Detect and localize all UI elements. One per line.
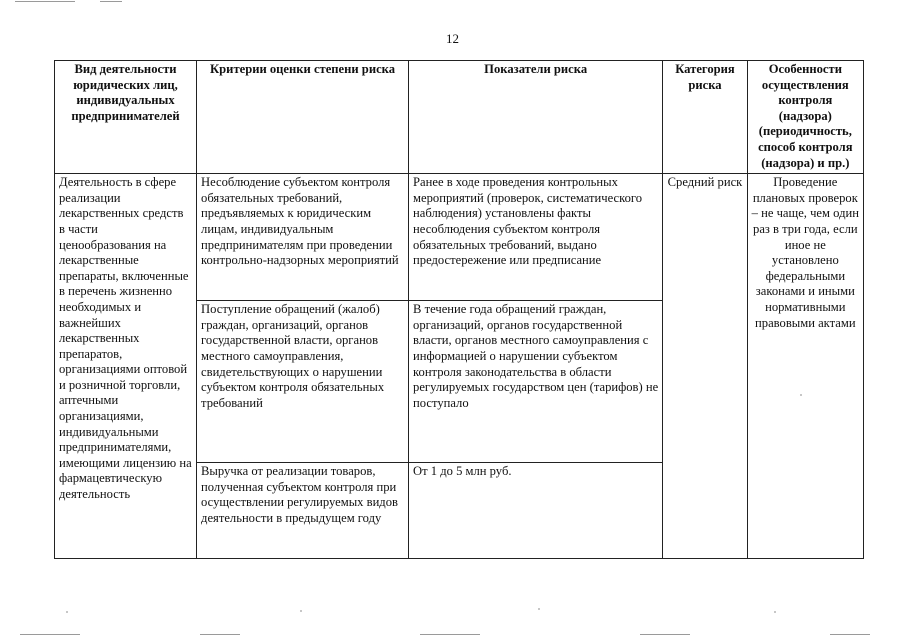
indicator-cell: Ранее в ходе проведения контрольных мероприятий (проверок, систематического наблюдения) установлены факты несоблюдения субъектом контроля обязательных требований, выдано предостережение или предписание <box>409 174 663 301</box>
table-row <box>55 174 864 301</box>
header-risk-category: Категория риска <box>663 61 747 174</box>
scan-edge-mark <box>100 1 122 2</box>
scan-edge-mark <box>420 634 480 635</box>
scan-edge-mark <box>20 634 80 635</box>
header-control-features: Особенности осуществления контроля (надзора) (периодичность, способ контроля (надзора) и пр.) <box>747 61 863 174</box>
header-activity-type: Вид деятельности юридических лиц, индивидуальных предпринимателей <box>55 61 197 174</box>
risk-criteria-table <box>54 60 864 559</box>
header-risk-criteria: Критерии оценки степени риска <box>197 61 409 174</box>
indicator-cell: От 1 до 5 млн руб. <box>409 463 663 559</box>
table-header-row <box>55 61 864 174</box>
page-number: 12 <box>446 31 459 46</box>
scan-speck <box>538 608 540 610</box>
scan-speck <box>300 610 302 612</box>
risk-category-cell: Средний риск <box>663 174 747 559</box>
header-risk-indicators: Показатели риска <box>409 61 663 174</box>
criterion-cell: Несоблюдение субъектом контроля обязательных требований, предъявляемых к юридическим лицам, индивидуальным предпринимателям при проведении контрольно-надзорных мероприятий <box>197 174 409 301</box>
scan-speck <box>774 611 776 613</box>
scan-edge-mark <box>200 634 240 635</box>
scan-edge-mark <box>640 634 690 635</box>
activity-type-cell: Деятельность в сфере реализации лекарственных средств в части ценообразования на лекарственные препараты, включенные в перечень жизненно необходимых и важнейших лекарственных препаратов, организациями оптовой и розничной торговли, аптечными организациями, индивидуальными предпринимателями, имеющими лицензию на фармацевтическую деятельность <box>55 174 197 559</box>
scan-edge-mark <box>15 1 75 2</box>
scan-speck <box>66 611 68 613</box>
scan-edge-mark <box>830 634 870 635</box>
control-features-cell: Проведение плановых проверок – не чаще, чем один раз в три года, если иное не установлено федеральными законами и иными нормативными правовыми актами <box>747 174 863 559</box>
criterion-cell: Поступление обращений (жалоб) граждан, организаций, органов государственной власти, органов местного самоуправления, свидетельствующих о нарушении субъектом контроля обязательных требований <box>197 301 409 463</box>
criterion-cell: Выручка от реализации товаров, полученная субъектом контроля при осуществлении регулируемых видов деятельности в предыдущем году <box>197 463 409 559</box>
indicator-cell: В течение года обращений граждан, организаций, органов государственной власти, органов местного самоуправления с информацией о нарушении субъектом контроля законодательства в области регулируемых государством цен (тарифов) не поступало <box>409 301 663 463</box>
